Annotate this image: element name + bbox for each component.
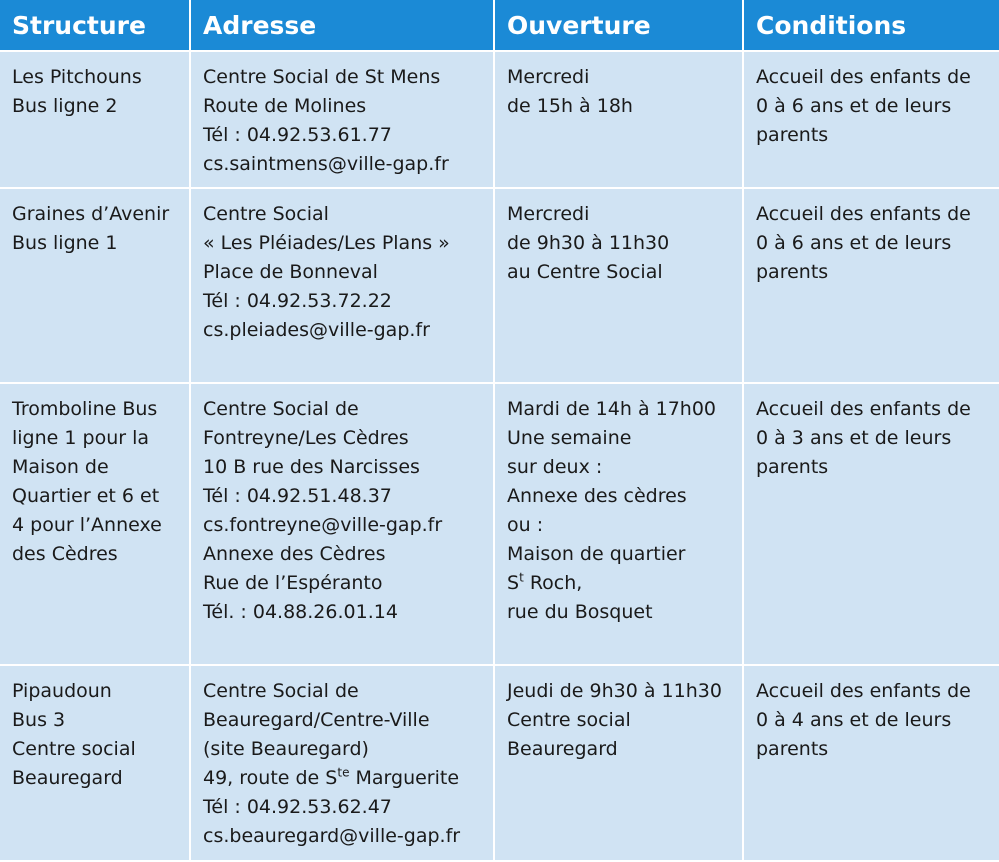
- cell-structure: [0, 51, 190, 188]
- cell-conditions: Accueil des enfants de 0 à 3 ans et de leurs parents: [743, 383, 999, 665]
- address-line: Centre Social: [203, 203, 329, 225]
- address-line: Fontreyne/Les Cèdres: [203, 427, 409, 449]
- header-adresse: Adresse: [190, 0, 494, 51]
- cell-adresse: [190, 188, 494, 383]
- address-phone: Tél : 04.92.51.48.37: [203, 485, 392, 507]
- address-line: Beauregard/Centre-Ville: [203, 709, 430, 731]
- address-phone: Tél. : 04.88.26.01.14: [203, 601, 398, 623]
- cell-structure: [0, 188, 190, 383]
- ste-post: Marguerite: [349, 767, 460, 789]
- table-row: [0, 188, 999, 383]
- cell-conditions: Accueil des enfants de 0 à 6 ans et de leurs parents: [743, 188, 999, 383]
- cell-adresse: [190, 665, 494, 861]
- address-line: Annexe des Cèdres: [203, 543, 386, 565]
- opening-line: Une semaine: [507, 427, 632, 449]
- header-structure: Structure: [0, 0, 190, 51]
- header-conditions: Conditions: [743, 0, 999, 51]
- address-line: Rue de l’Espéranto: [203, 572, 383, 594]
- cell-ouverture: [494, 665, 743, 861]
- structure-name: Graines d’Avenir: [12, 203, 170, 225]
- cell-conditions: Accueil des enfants de 0 à 4 ans et de leurs parents: [743, 665, 999, 861]
- structure-line: Centre social: [12, 738, 136, 760]
- cell-ouverture: [494, 188, 743, 383]
- opening-line: de 9h30 à 11h30: [507, 232, 670, 254]
- structure-bus: Bus 3: [12, 709, 66, 731]
- table-row: [0, 383, 999, 665]
- opening-line: au Centre Social: [507, 261, 663, 283]
- address-phone: Tél : 04.92.53.61.77: [203, 124, 392, 146]
- address-email: cs.fontreyne@ville-gap.fr: [203, 514, 443, 536]
- opening-line: Mercredi: [507, 66, 590, 88]
- address-email: cs.saintmens@ville-gap.fr: [203, 153, 449, 175]
- table-row: [0, 51, 999, 188]
- opening-line: Beauregard: [507, 738, 618, 760]
- cell-conditions: Accueil des enfants de 0 à 6 ans et de leurs parents: [743, 51, 999, 188]
- st-roch-sup: t: [519, 570, 524, 585]
- address-line: 10 B rue des Narcisses: [203, 456, 420, 478]
- st-roch-rest: Roch,: [523, 572, 583, 594]
- opening-line: Centre social: [507, 709, 631, 731]
- header-row: [0, 0, 999, 51]
- structure-line: Beauregard: [12, 767, 123, 789]
- opening-line: Jeudi de 9h30 à 11h30: [507, 680, 722, 702]
- st-roch-s: S: [507, 572, 520, 594]
- ste-pre: 49, route de S: [203, 767, 338, 789]
- cell-ouverture: [494, 383, 743, 665]
- cell-adresse: [190, 51, 494, 188]
- opening-line: rue du Bosquet: [507, 601, 653, 623]
- opening-line: Annexe des cèdres: [507, 485, 687, 507]
- table-row: [0, 665, 999, 861]
- header-ouverture: Ouverture: [494, 0, 743, 51]
- address-line: Centre Social de: [203, 398, 359, 420]
- opening-line-st-roch: [507, 569, 730, 598]
- address-line-ste: [203, 764, 481, 793]
- cell-adresse: [190, 383, 494, 665]
- address-line: Place de Bonneval: [203, 261, 378, 283]
- address-phone: Tél : 04.92.53.62.47: [203, 796, 392, 818]
- structure-bus: Bus ligne 1: [12, 232, 118, 254]
- structure-name: Pipaudoun: [12, 680, 112, 702]
- opening-line: de 15h à 18h: [507, 95, 633, 117]
- address-line: Route de Molines: [203, 95, 367, 117]
- address-phone: Tél : 04.92.53.72.22: [203, 290, 392, 312]
- address-line: Centre Social de: [203, 680, 359, 702]
- opening-line: sur deux :: [507, 456, 603, 478]
- ste-sup: te: [337, 765, 350, 780]
- opening-line: Mercredi: [507, 203, 590, 225]
- opening-line: ou :: [507, 514, 544, 536]
- opening-line: Maison de quartier: [507, 543, 686, 565]
- structure-name: Les Pitchouns: [12, 66, 142, 88]
- address-line: (site Beauregard): [203, 738, 369, 760]
- cell-structure: [0, 665, 190, 861]
- opening-line: Mardi de 14h à 17h00: [507, 398, 717, 420]
- cell-ouverture: [494, 51, 743, 188]
- cell-structure: Tromboline Bus ligne 1 pour la Maison de Quartier et 6 et 4 pour l’Annexe des Cèdres: [0, 383, 190, 665]
- address-line: Centre Social de St Mens: [203, 66, 441, 88]
- address-email: cs.beauregard@ville-gap.fr: [203, 825, 461, 847]
- structure-bus: Bus ligne 2: [12, 95, 118, 117]
- address-line: « Les Pléiades/Les Plans »: [203, 232, 450, 254]
- address-email: cs.pleiades@ville-gap.fr: [203, 319, 430, 341]
